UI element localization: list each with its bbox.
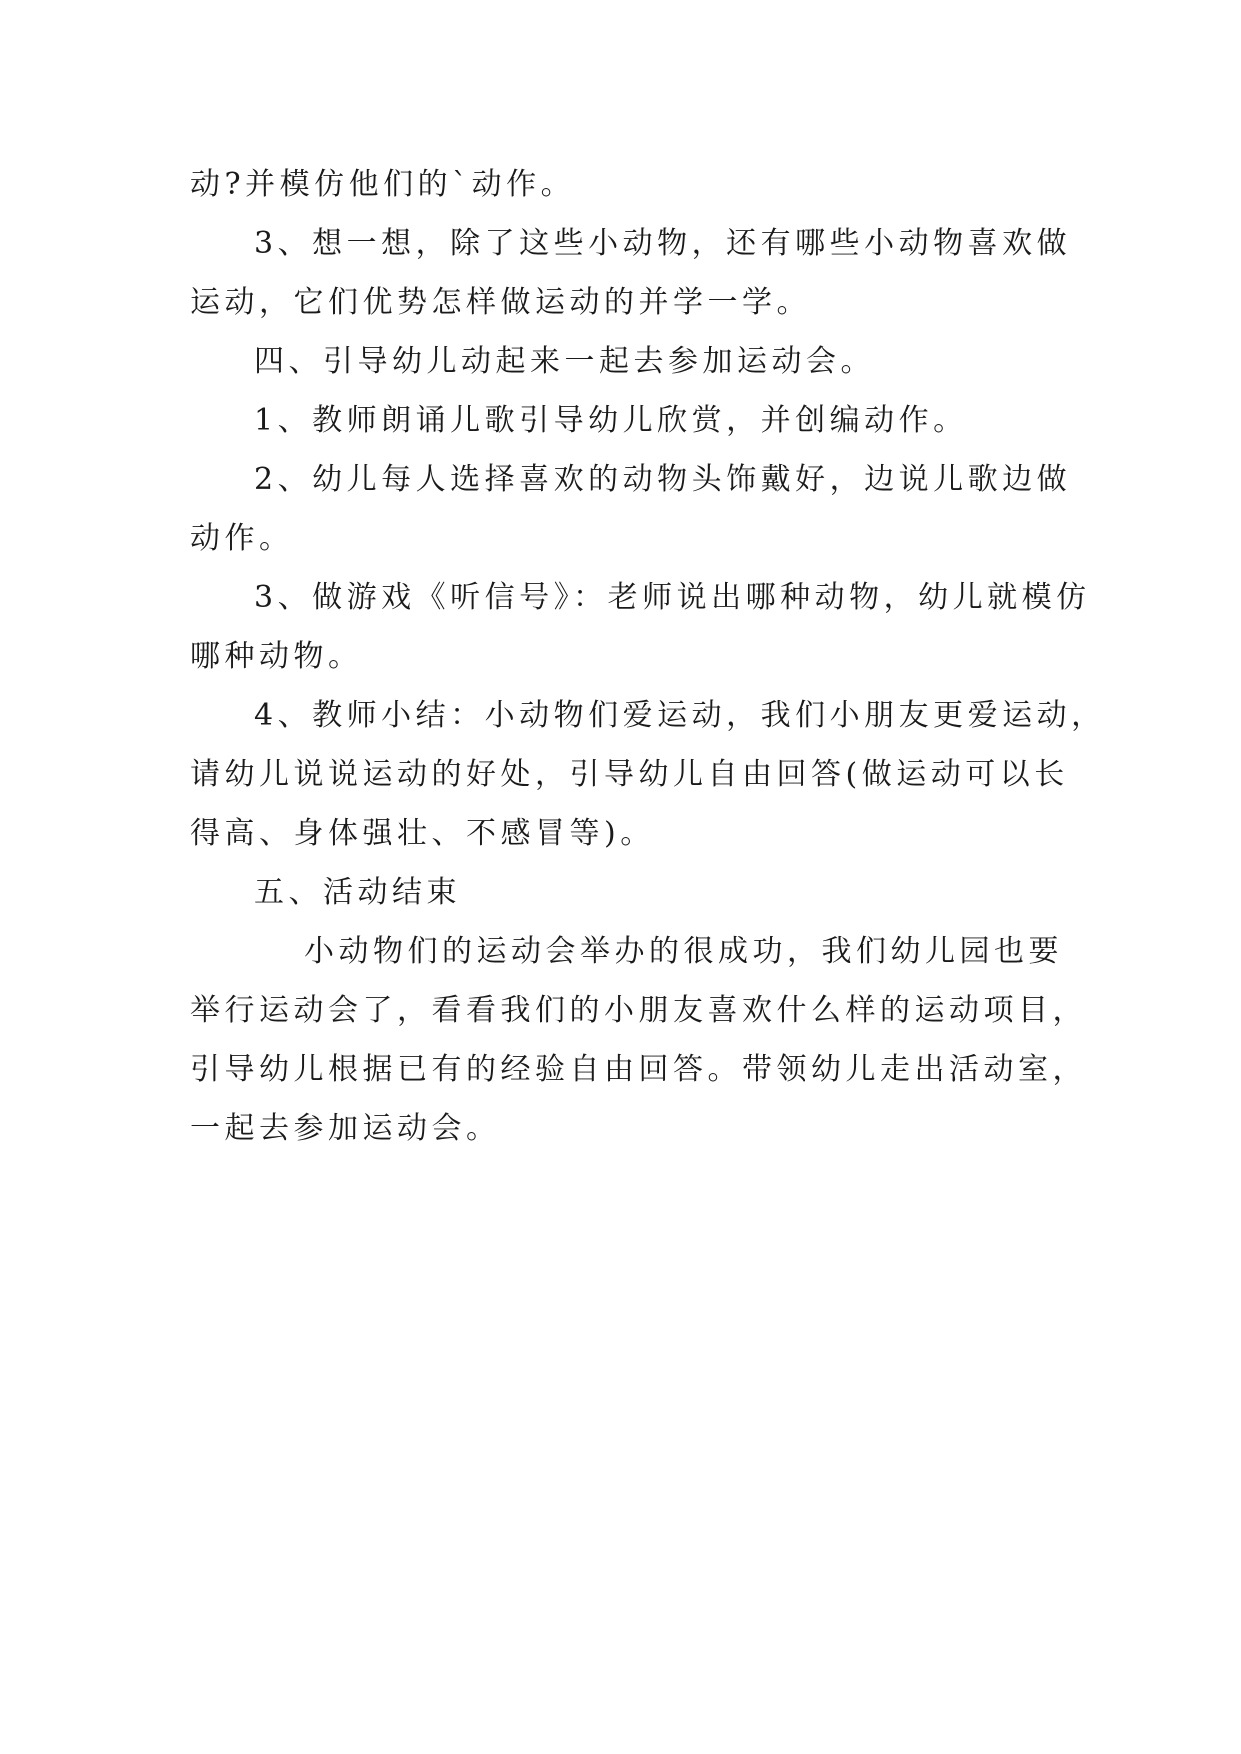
text-line-1: 动?并模仿他们的`动作。 xyxy=(190,167,576,202)
text-line-13: 五、活动结束 xyxy=(254,875,461,910)
text-line-16: 引导幼儿根据已有的经验自由回答。带领幼儿走出活动室， xyxy=(190,1052,1087,1087)
text-line-9: 哪种动物。 xyxy=(190,639,363,674)
text-line-5: 1、教师朗诵儿歌引导幼儿欣赏，并创编动作。 xyxy=(254,403,968,438)
text-line-12: 得高、身体强壮、不感冒等)。 xyxy=(190,816,655,851)
text-line-15: 举行运动会了，看看我们的小朋友喜欢什么样的运动项目， xyxy=(190,993,1087,1028)
text-line-2: 3、想一想，除了这些小动物，还有哪些小动物喜欢做 xyxy=(254,226,1072,261)
text-line-7: 动作。 xyxy=(190,521,294,556)
text-line-8: 3、做游戏《听信号》：老师说出哪种动物，幼儿就模仿 xyxy=(254,580,1091,615)
text-line-10: 4、教师小结：小动物们爱运动，我们小朋友更爱运动， xyxy=(254,698,1106,733)
text-line-4: 四、引导幼儿动起来一起去参加运动会。 xyxy=(254,344,875,379)
text-line-14: 小动物们的运动会举办的很成功，我们幼儿园也要 xyxy=(304,934,1063,969)
text-line-11: 请幼儿说说运动的好处，引导幼儿自由回答(做运动可以长 xyxy=(190,757,1069,792)
text-line-6: 2、幼儿每人选择喜欢的动物头饰戴好，边说儿歌边做 xyxy=(254,462,1072,497)
text-line-17: 一起去参加运动会。 xyxy=(190,1111,501,1146)
text-line-3: 运动，它们优势怎样做运动的并学一学。 xyxy=(190,285,811,320)
